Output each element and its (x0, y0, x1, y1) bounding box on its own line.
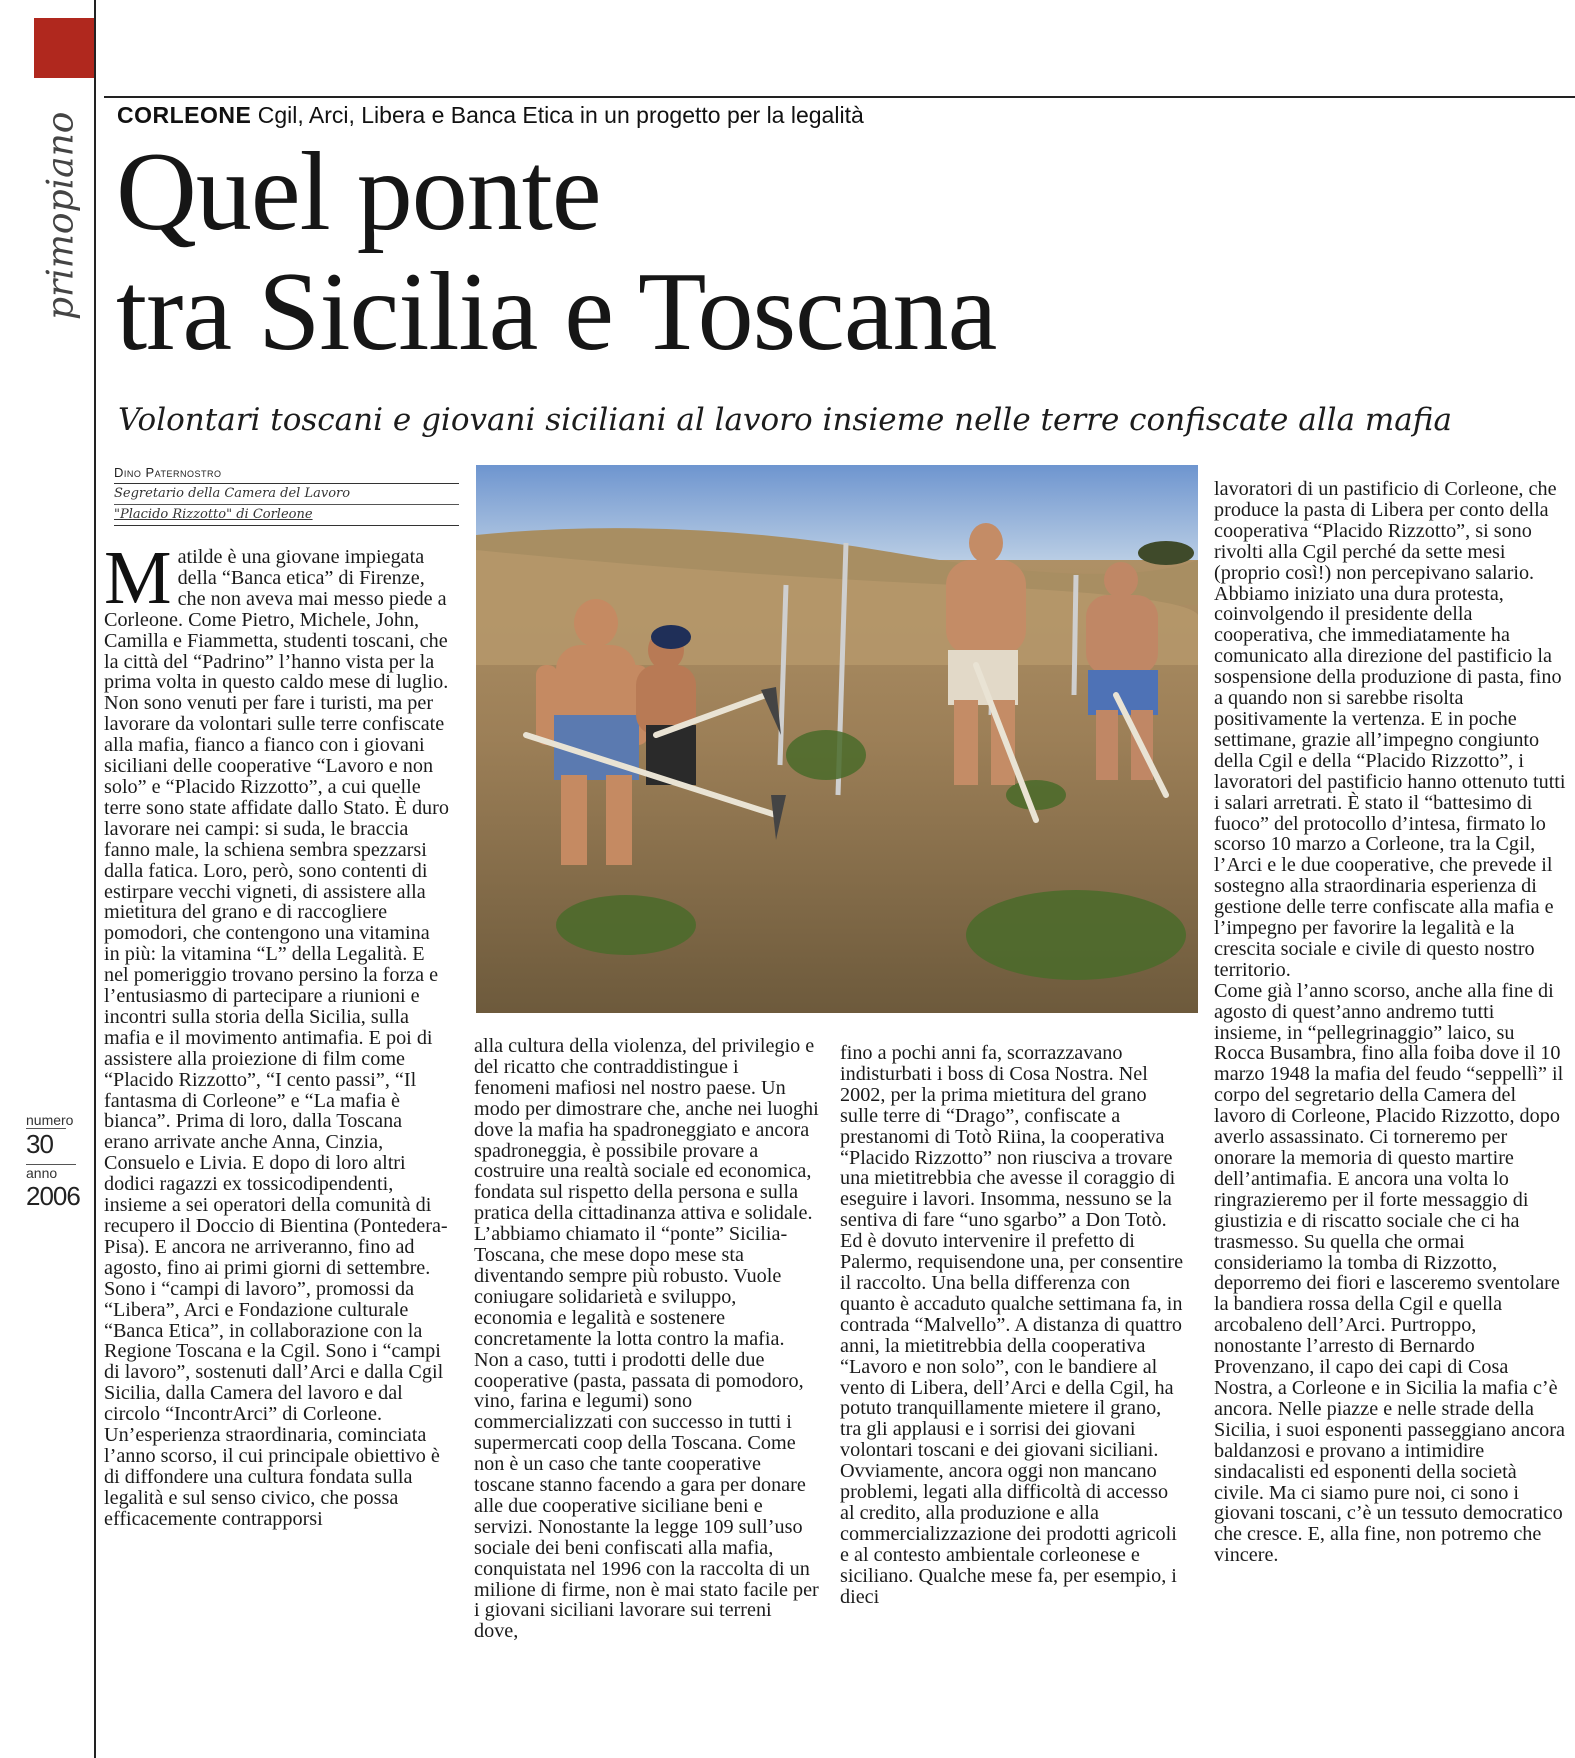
paragraph: lavoratori di un pastificio di Corleone, che produce la pasta di Libera per conto della cooperativa “Placido Rizzotto”, si sono rivolti alla Cgil perché da sette mesi (proprio così!) non percepivano salario. Abbiamo iniziato una dura protesta, coinvolgendo il presidente della cooperativa, che immediatamente ha comunicato alla direzione del pastificio la sospensione della produzione di pasta, fino a quando non si sarebbe risolta positivamente la vertenza. E in poche settimane, grazie all’impegno congiunto della Cgil e della “Placido Rizzotto”, i lavoratori del pastificio hanno ottenuto tutti i salari arretrati. È stato il “battesimo di fuoco” del protocollo d’intesa, firmato lo scorso 10 marzo a Corleone, tra la Cgil, l’Arci e le due cooperative, che prevede il sostegno alla straordinaria esperienza di gestione delle terre confiscate alla mafia e l’impegno per favorire la legalità e la crescita sociale e civile di questo nostro territorio. (1214, 478, 1566, 981)
kicker-text: Cgil, Arci, Libera e Banca Etica in un progetto per la legalità (257, 102, 864, 128)
headline (116, 132, 1316, 372)
paragraph: alla cultura della violenza, del privilegio e del ricatto che contraddistingue i fenomeni mafiosi nel nostro paese. Un modo per dimostrare che, anche nei luoghi dove la mafia ha spadroneggiato e ancora spadroneggia, è possibile provare a costruire una realtà sociale ed economica, fondata sul rispetto della persona e sulla pratica della cittadinanza attiva e solidale. L’abbiamo chiamato il “ponte” Sicilia-Toscana, che mese dopo mese sta diventando sempre più robusto. Vuole coniugare solidarietà e sviluppo, economia e legalità e sostenere concretamente la lotta contro la mafia. Non a caso, tutti i prodotti delle due cooperative (pasta, passata di pomodoro, vino, farina e legumi) sono commercializzati con successo in tutti i supermercati coop della Toscana. Come non è un caso che tante cooperative toscane stanno facendo a gara per donare alle due cooperative siciliane beni e servizi. Nonostante la legge 109 sull’uso sociale dei beni confiscati alla mafia, conquistata nel 1996 con la raccolta di un milione di firme, non è mai stato facile per i giovani siciliani lavorare sui terreni dove, (474, 1035, 819, 1643)
header-rule (104, 96, 1575, 98)
paragraph: fino a pochi anni fa, scorrazzavano indisturbati i boss di Cosa Nostra. Nel 2002, per la prima mietitura del grano sulle terre di “Drago”, confiscate a prestanomi di Totò Riina, la cooperativa “Placido Rizzotto” non riusciva a trovare una mietitrebbia che avesse il coraggio di eseguire i lavori. Insomma, nessuno se la sentiva di fare “uno sgarbo” a Don Totò. Ed è dovuto intervenire il prefetto di Palermo, requisendone una, per consentire il raccolto. Una bella differenza con quanto è accaduto qualche settimana fa, in contrada “Malvello”. A distanza di quattro anni, la mietitrebbia della cooperativa “Lavoro e non solo”, con le bandiere al vento di Libera, dell’Arci e della Cgil, ha potuto tranquillamente mietere il grano, tra gli applausi e i sorrisi dei giovani volontari toscani e dei giovani siciliani. (840, 1042, 1184, 1462)
author-role: Segretario della Camera del Lavoro (114, 484, 459, 505)
paragraph: Come già l’anno scorso, anche alla fine di agosto di quest’anno andremo tutti insieme, in “pellegrinaggio” laico, su Rocca Busambra, fino alla foiba dove il 10 marzo 1948 la mafia del feudo “seppellì” il corpo del segretario della Camera del lavoro di Corleone, Placido Rizzotto, dopo averlo assassinato. Ci torneremo per onorare la memoria di questo martire dell’antimafia. E ancora una volta lo ringrazieremo per il forte messaggio di giustizia e di riscatto sociale che ci ha trasmesso. Su quella che ormai consideriamo la tomba di Rizzotto, deporremo dei fiori e lasceremo sventolare la bandiera rossa della Cgil e quella arcobaleno dell’Arci. Purtroppo, nonostante l’arresto di Bernardo Provenzano, il capo dei capi di Cosa Nostra, a Corleone e in Sicilia la mafia c’è ancora. Nelle piazze e nelle strade della Sicilia, i suoi esponenti passeggiano ancora baldanzosi e provano a intimidire sindacalisti ed esponenti della società civile. Ma ci siamo pure noi, ci sono i giovani toscani, c’è un tessuto democratico che cresce. E, alla fine, non potremo che vincere. (1214, 979, 1565, 1567)
kicker-place: CORLEONE (117, 102, 252, 128)
kicker (117, 102, 864, 129)
author-name: Dino Paternostro (114, 465, 459, 484)
article-column-4 (1214, 479, 1566, 1566)
headline-line-2: tra Sicilia e Toscana (116, 250, 997, 374)
headline-line-1: Quel ponte (116, 130, 601, 254)
issue-number-label: numero (26, 1112, 74, 1128)
subheadline: Volontari toscani e giovani siciliani al lavoro insieme nelle terre confiscate alla mafia (118, 402, 1452, 438)
paragraph: atilde è una giovane impiegata della “Banca etica” di Firenze, che non aveva mai messo piede a Corleone. Come Pietro, Michele, John, Camilla e Fiammetta, studenti toscani, che la città del “Padrino” l’hanno vista per la prima volta in questo caldo mese di luglio. Non sono venuti per fare i turisti, ma per lavorare da volontari sulle terre confiscate alla mafia, fianco a fianco con i giovani siciliani delle cooperative “Lavoro e non solo” e “Placido Rizzotto”, a cui quelle terre sono state affidate dallo Stato. È duro lavorare nei campi: si suda, le braccia fanno male, la schiena sembra spezzarsi dalla fatica. Loro, però, sono contenti di estirpare vecchi vigneti, di assistere alla mietitura del grano e di raccogliere pomodori, che contengono una vitamina in più: la vitamina “L” della Legalità. E nel pomeriggio trovano persino la forza e l’entusiasmo di partecipare a riunioni e incontri sulla storia della Sicilia, sulla mafia e il movimento antimafia. E poi di assistere alla proiezione di film come “Placido Rizzotto”, “I cento passi”, “Il fantasma di Corleone” e “La mafia è bianca”. Prima di loro, dalla Toscana erano arrivate anche Anna, Cinzia, Consuelo e Livia. E dopo di loro altri dodici ragazzi ex tossicodipendenti, insieme a sei operatori della comunità di recupero il Doccio di Bientina (Pontedera-Pisa). E ancora ne arriveranno, fino ad agosto, fino ai primi giorni di settembre. Sono i “campi di lavoro”, promossi da “Libera”, Arci e Fondazione culturale “Banca Etica”, in collaborazione con la Regione Toscana e la Cgil. Sono i “campi di lavoro”, sostenuti dall’Arci e dalla Cgil Sicilia, dalla Camera del lavoro e dal circolo “IncontrArci” di Corleone. Un’esperienza straordinaria, cominciata l’anno scorso, il cui principale obiettivo è di diffondere una cultura fondata sulla legalità e sul senso civico, che possa efficacemente contrapporsi (104, 546, 449, 1530)
article-column-1 (104, 536, 450, 1530)
margin-rule (94, 0, 96, 1758)
paragraph: Ovviamente, ancora oggi non mancano problemi, legati alla difficoltà di accesso al credito, alla produzione e alla commercializzazione dei prodotti agricoli e al contesto ambientale corleonese e siciliano. Qualche mese fa, per esempio, i dieci (840, 1460, 1177, 1608)
issue-year-label: anno (26, 1165, 58, 1181)
article-column-2 (474, 1036, 819, 1642)
farm-workers-photo (476, 465, 1198, 1013)
author-affiliation: "Placido Rizzotto" di Corleone (114, 505, 459, 526)
drop-cap: M (104, 536, 172, 620)
section-label: primopiano (40, 111, 82, 321)
issue-number: 30 (26, 1129, 53, 1159)
section-color-block (34, 18, 96, 78)
article-column-3 (840, 1043, 1186, 1607)
issue-info (26, 1112, 80, 1212)
issue-year: 2006 (26, 1181, 80, 1211)
photo-illustration (476, 465, 1198, 1013)
byline (114, 465, 459, 526)
